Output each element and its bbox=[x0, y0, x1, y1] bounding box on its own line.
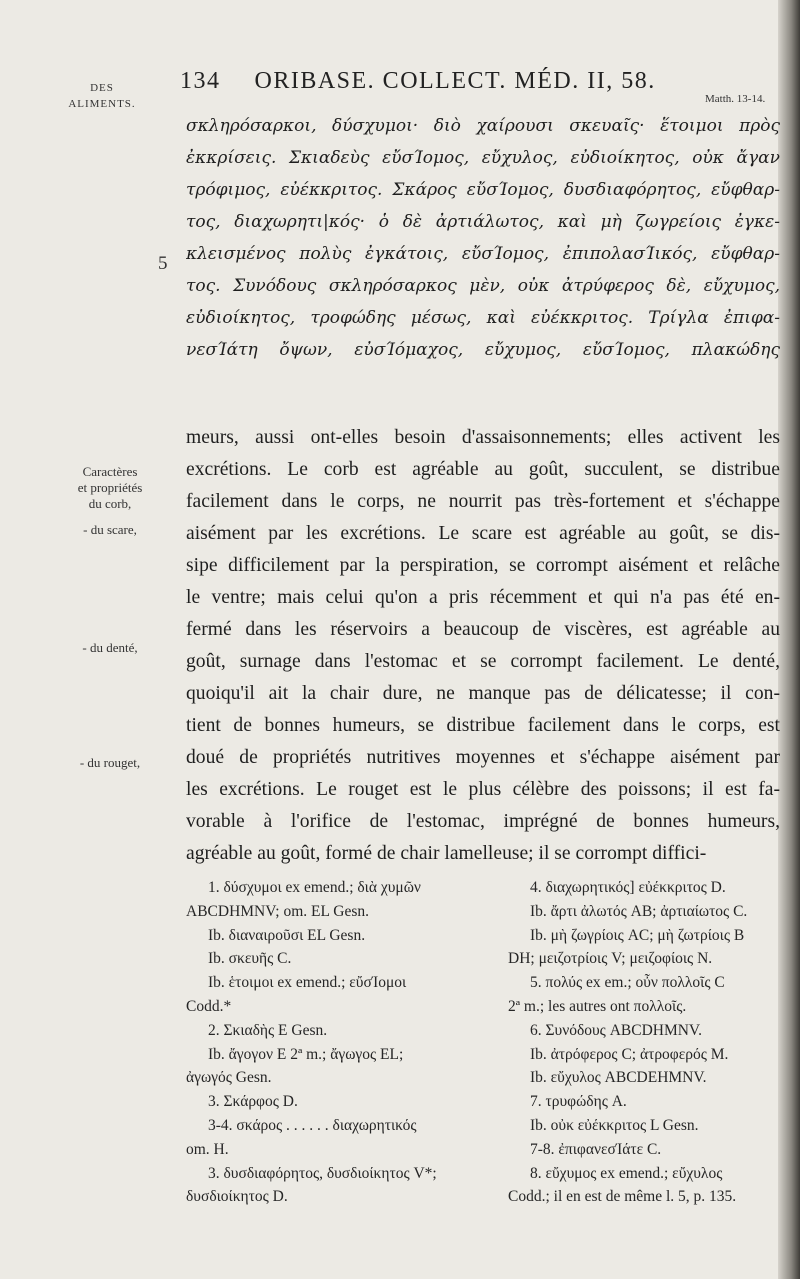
critical-note: 4. διαχωρητικός] εὐέκκριτος D. bbox=[530, 879, 726, 896]
critical-note: 2ª m.; les autres ont πολλοῖς. bbox=[508, 997, 687, 1015]
side-heading-line: DES bbox=[90, 82, 114, 94]
greek-line: ἐκκρίσεις. Σκιαδεὺς εὔσΊομος, εὔχυλος, εὐδιοίκητος, οὐκ ἄγαν bbox=[186, 148, 780, 168]
french-line: les excrétions. Le rouget est le plus célèbre des poissons; il est fa- bbox=[186, 779, 780, 800]
margin-note-line: et propriétés bbox=[77, 480, 143, 495]
greek-line: τος, διαχωρητι|κός· ὁ δὲ ἀρτιάλωτος, καὶ μὴ ζωγρείοις ἐγκε- bbox=[186, 212, 780, 232]
margin-note-line: Caractères bbox=[82, 464, 138, 479]
french-line: sipe difficilement par la perspiration, se corrompt aisément et relâche bbox=[186, 555, 780, 576]
french-line: meurs, aussi ont-elles besoin d'assaisonnements; elles activent les bbox=[186, 427, 780, 448]
critical-note: 2. Σκιαδὴς E Gesn. bbox=[208, 1021, 328, 1039]
french-line: quoiqu'il ait la chair dure, ne manque pas de délicatesse; il con- bbox=[186, 683, 780, 704]
margin-note-dente: - du denté, bbox=[82, 640, 138, 655]
greek-text bbox=[186, 110, 780, 366]
critical-note: 3. Σκάρφος D. bbox=[208, 1093, 298, 1111]
critical-notes-left bbox=[186, 876, 491, 1209]
margin-note-corb bbox=[50, 464, 170, 512]
critical-note: Ib. εὔχυλος ABCDEHMNV. bbox=[530, 1069, 707, 1087]
critical-note: Ib. οὐκ εὐέκκριτος L Gesn. bbox=[530, 1116, 699, 1134]
french-line: facilement dans le corps, ne nourrit pas très-fortement et s'échappe bbox=[186, 491, 780, 512]
critical-note: ABCDHMNV; om. EL Gesn. bbox=[186, 902, 369, 920]
critical-note: Ib. ἄγογον E 2ª m.; ἄγωγος EL; bbox=[208, 1045, 404, 1063]
french-line: agréable au goût, formé de chair lamelleuse; il se corrompt diffici- bbox=[186, 843, 707, 864]
margin-note-scare: - du scare, bbox=[83, 522, 137, 537]
critical-note: 1. δύσχυμοι ex emend.; διὰ χυμῶν bbox=[208, 879, 421, 896]
critical-note: ἀγωγός Gesn. bbox=[186, 1069, 272, 1087]
running-title: ORIBASE. COLLECT. MÉD. II, 58. bbox=[254, 68, 656, 94]
margin-note-rouget: - du rouget, bbox=[79, 755, 141, 770]
critical-note: Ib. ἄρτι ἀλωτός AB; ἀρτιαίωτος C. bbox=[530, 902, 748, 920]
critical-note: 6. Συνόδους ABCDHMNV. bbox=[530, 1021, 702, 1039]
french-line: le ventre; mais celui qu'on a pris récemment et qui n'a pas été en- bbox=[186, 587, 780, 608]
side-heading-line: ALIMENTS. bbox=[68, 98, 136, 110]
critical-note: 7-8. ἐπιφανεσΊάτε C. bbox=[530, 1140, 662, 1158]
french-line: doué de propriétés nutritives moyennes et s'échappe aisément par bbox=[186, 747, 780, 768]
critical-note: Ib. μὴ ζωγρίοις AC; μὴ ζωτρίοις B bbox=[530, 926, 745, 944]
french-line: excrétions. Le corb est agréable au goût, succulent, se distribue bbox=[186, 459, 780, 480]
critical-note: Codd.; il en est de même l. 5, p. 135. bbox=[508, 1188, 737, 1206]
greek-line: κλεισμένος πολὺς ἐγκάτοις, εὔσΊομος, ἐπιπολασΊικός, εὔφθαρ- bbox=[186, 244, 780, 264]
page-number: 134 bbox=[180, 68, 221, 94]
critical-notes-right bbox=[508, 876, 780, 1209]
greek-line: σκληρόσαρκοι, δύσχυμοι· διὸ χαίρουσι σκευαῖς· ἕτοιμοι πρὸς bbox=[186, 116, 780, 136]
critical-note: Ib. σκευῆς C. bbox=[208, 950, 292, 968]
book-page-edge bbox=[778, 0, 800, 1279]
matthaei-reference: Matth. 13-14. bbox=[705, 93, 766, 105]
french-line: aisément par les excrétions. Le scare est agréable au goût, se dis- bbox=[186, 523, 780, 544]
critical-note: Ib. διαναιροῦσι EL Gesn. bbox=[208, 926, 366, 944]
critical-note: DH; μειζοτρίοις V; μειζοφίοις N. bbox=[508, 950, 713, 968]
line-number: 5 bbox=[158, 253, 168, 274]
french-line: tient de bonnes humeurs, se distribue facilement dans le corps, est bbox=[186, 715, 780, 736]
greek-line: εὐδιοίκητος, τροφώδης μέσως, καὶ εὐέκκριτος. Τρίγλα ἐπιφα- bbox=[186, 308, 780, 328]
french-translation bbox=[186, 422, 780, 870]
critical-note: 3. δυσδιαφόρητος, δυσδιοίκητος V*; bbox=[208, 1164, 437, 1182]
french-line: fermé dans les réservoirs a beaucoup de viscères, est agréable au bbox=[186, 619, 780, 640]
critical-note: 5. πολύς ex em.; οὖν πολλοῖς C bbox=[530, 974, 725, 992]
greek-line: τος. Συνόδους σκληρόσαρκος μὲν, οὐκ ἀτρύφερος δὲ, εὔχυμος, bbox=[186, 276, 780, 296]
critical-note: 7. τρυφώδης A. bbox=[530, 1093, 627, 1111]
greek-line: νεσΊάτη ὄψων, εὐσΊόμαχος, εὔχυμος, εὔσΊομος, πλακώδης bbox=[186, 340, 780, 360]
running-head bbox=[180, 68, 740, 95]
critical-note: 8. εὔχυμος ex emend.; εὔχυλος bbox=[530, 1164, 723, 1182]
critical-note: Codd.* bbox=[186, 997, 232, 1015]
critical-note: δυσδιοίκητος D. bbox=[186, 1188, 288, 1206]
critical-note: Ib. ἀτρόφερος C; ἀτροφερός M. bbox=[530, 1045, 729, 1063]
french-line: vorable à l'orifice de l'estomac, imprégné de bonnes humeurs, bbox=[186, 811, 780, 832]
critical-note: Ib. ἑτοιμοι ex emend.; εὔσΊομοι bbox=[208, 974, 407, 992]
margin-note-line: du corb, bbox=[88, 496, 132, 511]
side-heading bbox=[52, 80, 152, 112]
critical-note: om. H. bbox=[186, 1140, 229, 1158]
french-line: goût, surnage dans l'estomac et se corrompt facilement. Le denté, bbox=[186, 651, 780, 672]
greek-line: τρόφιμος, εὐέκκριτος. Σκάρος εὔσΊομος, δυσδιαφόρητος, εὔφθαρ- bbox=[186, 180, 780, 200]
critical-note: 3-4. σκάρος . . . . . . διαχωρητικός bbox=[208, 1116, 417, 1134]
